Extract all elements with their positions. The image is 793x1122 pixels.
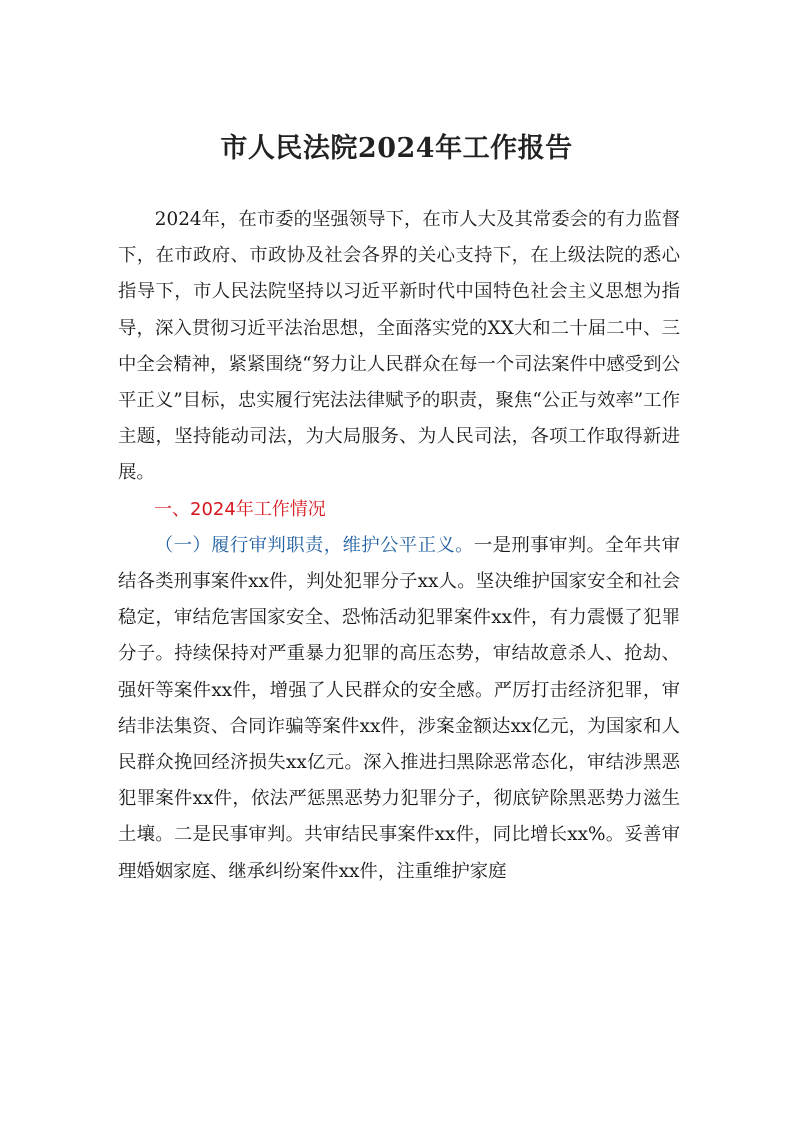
document-title: 市人民法院2024年工作报告 bbox=[220, 133, 573, 164]
point-text-1: 刑事审判。全年共审结各类刑事案件xx件，判处犯罪分子xx人。坚决维护国家安全和社会稳定，审结危害国家安全、恐怖活动犯罪案件xx件，有力震慑了犯罪分子。持续保持对严重暴力犯罪的高压态势，审结故意杀人、抢劫、强奸等案件xx件，增强了人民群众的安全感。严厉打击经济犯罪，审结非法集资、合同诈骗等案件xx件，涉案金额达xx亿元，为国家和人民群众挽回经济损失xx亿元。深入推进扫黑除恶常态化，审结涉黑恶犯罪案件xx件，依法严惩黑恶势力犯罪分子，彻底铲除黑恶势力滋生土壤。 bbox=[118, 534, 680, 846]
subsection-title: （一）履行审判职责，维护公平正义。 bbox=[154, 534, 474, 556]
point-text-2: 民事审判。共审结民事案件xx件，同比增长xx%。妥善审理婚姻家庭、继承纠纷案件xx件，注重维护家庭 bbox=[118, 824, 680, 882]
point-lead-2: 二是 bbox=[173, 824, 212, 846]
section-paragraph bbox=[118, 528, 680, 890]
point-lead-1: 一是 bbox=[473, 534, 512, 556]
intro-paragraph: 2024年，在市委的坚强领导下，在市人大及其常委会的有力监督下，在市政府、市政协及社会各界的关心支持下，在上级法院的悉心指导下，市人民法院坚持以习近平新时代中国特色社会主义思想为指导，深入贯彻习近平法治思想，全面落实党的XX大和二十届二中、三中全会精神，紧紧围绕“努力让人民群众在每一个司法案件中感受到公平正义”目标，忠实履行宪法法律赋予的职责，聚焦“公正与效率”工作主题，坚持能动司法，为大局服务、为人民司法，各项工作取得新进展。 bbox=[118, 209, 680, 484]
section-heading: 一、2024年工作情况 bbox=[154, 498, 326, 520]
document-body bbox=[118, 202, 680, 890]
